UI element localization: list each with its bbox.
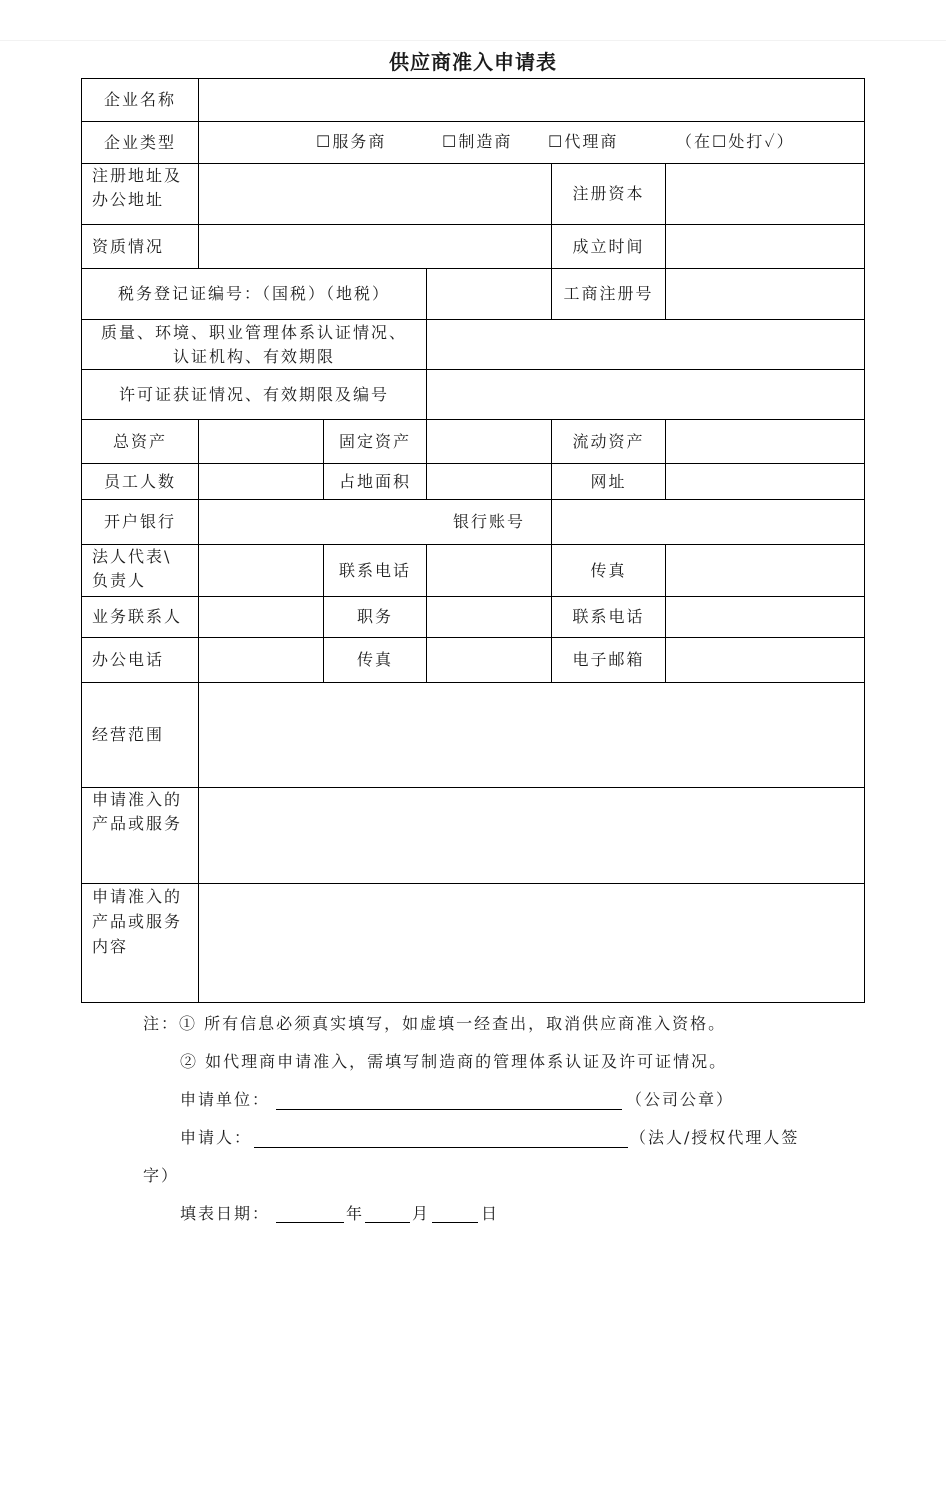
field-products-content[interactable]: [199, 884, 864, 1002]
field-total-assets[interactable]: [199, 420, 323, 463]
label-bank-account: 银行账号: [452, 512, 525, 531]
label-tax-registration: 税务登记证编号：（国税）（地税）: [117, 284, 390, 303]
label-legal-representative: [82, 545, 198, 596]
note-2: ② 如代理商申请准入，需填写制造商的管理体系认证及许可证情况。: [180, 1052, 728, 1071]
field-certification[interactable]: [427, 320, 864, 369]
field-registered-capital[interactable]: [666, 164, 864, 224]
field-contact-phone-2[interactable]: [666, 597, 864, 637]
label-line: 质量、环境、职业管理体系认证情况、: [100, 322, 407, 342]
day-line[interactable]: [432, 1222, 478, 1223]
field-land-area[interactable]: [427, 464, 551, 499]
field-fax-2[interactable]: [427, 638, 551, 682]
field-office-phone[interactable]: [199, 638, 323, 682]
option-manufacturer[interactable]: ☐制造商: [442, 132, 513, 151]
field-bank-account[interactable]: [552, 500, 864, 544]
applicant-unit-hint: （公司公章）: [626, 1090, 735, 1109]
label-license: 许可证获证情况、有效期限及编号: [118, 384, 389, 404]
day-label: 日: [481, 1204, 500, 1223]
label-registered-address: [82, 164, 198, 224]
field-registered-address[interactable]: [199, 164, 551, 224]
field-bank[interactable]: [199, 500, 426, 544]
field-tax-registration[interactable]: [427, 269, 551, 319]
label-company-type: 企业类型: [103, 132, 176, 152]
label-products-content: [82, 884, 198, 1002]
applicant-unit-line[interactable]: [276, 1109, 622, 1110]
applicant-hint-continued: 字）: [143, 1166, 180, 1185]
label-company-name: 企业名称: [103, 90, 176, 109]
field-fax[interactable]: [666, 545, 864, 596]
label-registered-capital: 注册资本: [572, 184, 645, 203]
field-license[interactable]: [427, 370, 864, 419]
field-legal-representative[interactable]: [199, 545, 323, 596]
label-total-assets: 总资产: [112, 431, 167, 451]
label-line: 申请准入的: [92, 790, 183, 809]
year-label: 年: [346, 1204, 365, 1223]
label-fax: 传真: [590, 560, 627, 580]
field-founded-date[interactable]: [666, 225, 864, 268]
field-company-name[interactable]: [199, 79, 864, 121]
field-website[interactable]: [666, 464, 864, 499]
label-website: 网址: [590, 471, 627, 491]
label-fixed-assets: 固定资产: [338, 431, 411, 451]
label-land-area: 占地面积: [338, 471, 411, 491]
label-line: 内容: [92, 937, 129, 956]
label-contact-phone-2: 联系电话: [572, 607, 645, 626]
label-email: 电子邮箱: [572, 650, 645, 669]
field-email[interactable]: [666, 638, 864, 682]
label-line: 认证机构、有效期限: [172, 346, 335, 366]
label-line: 产品或服务: [92, 814, 183, 833]
label-founded-date: 成立时间: [572, 236, 645, 256]
label-fax-2: 传真: [356, 650, 393, 669]
label-line: 办公地址: [92, 190, 165, 209]
label-employees: 员工人数: [103, 471, 176, 491]
applicant-hint: （法人/授权代理人签: [630, 1128, 800, 1147]
label-business-scope: 经营范围: [92, 725, 165, 744]
note-1: 注：① 所有信息必须真实填写，如虚填一经查出，取消供应商准入资格。: [143, 1014, 727, 1033]
applicant-label: 申请人：: [180, 1128, 253, 1147]
label-line: 申请准入的: [92, 887, 183, 906]
field-current-assets[interactable]: [666, 420, 864, 463]
label-current-assets: 流动资产: [572, 431, 645, 451]
month-label: 月: [412, 1204, 431, 1223]
field-products-services[interactable]: [199, 788, 864, 883]
label-business-contact: 业务联系人: [92, 607, 183, 626]
field-qualification[interactable]: [199, 225, 551, 268]
label-line: 负责人: [92, 571, 147, 590]
field-business-reg-no[interactable]: [666, 269, 864, 319]
field-position[interactable]: [427, 597, 551, 637]
field-contact-phone[interactable]: [427, 545, 551, 596]
table-border-right: [864, 78, 865, 1003]
label-qualification: 资质情况: [92, 236, 165, 256]
field-fixed-assets[interactable]: [427, 420, 551, 463]
year-line[interactable]: [276, 1222, 344, 1223]
field-business-scope[interactable]: [199, 683, 864, 787]
label-contact-phone: 联系电话: [338, 560, 411, 580]
option-agent[interactable]: ☐代理商: [548, 132, 619, 151]
option-service-provider[interactable]: ☐服务商: [316, 132, 387, 151]
label-bank: 开户银行: [103, 512, 176, 531]
label-office-phone: 办公电话: [92, 650, 165, 669]
label-products-services: [82, 788, 198, 883]
label-certification: [82, 320, 426, 369]
type-hint: （在☐处打✓）: [676, 132, 795, 151]
header-rule: [0, 40, 946, 41]
field-employees[interactable]: [199, 464, 323, 499]
form-title: 供应商准入申请表: [389, 50, 557, 74]
month-line[interactable]: [365, 1222, 410, 1223]
label-business-reg-no: 工商注册号: [563, 284, 654, 303]
label-position: 职务: [356, 607, 393, 626]
label-line: 注册地址及: [92, 166, 183, 185]
applicant-line[interactable]: [254, 1147, 628, 1148]
label-line: 法人代表\: [92, 547, 172, 566]
fill-date-label: 填表日期：: [180, 1204, 271, 1223]
field-business-contact[interactable]: [199, 597, 323, 637]
label-line: 产品或服务: [92, 912, 183, 931]
applicant-unit-label: 申请单位：: [180, 1090, 271, 1109]
